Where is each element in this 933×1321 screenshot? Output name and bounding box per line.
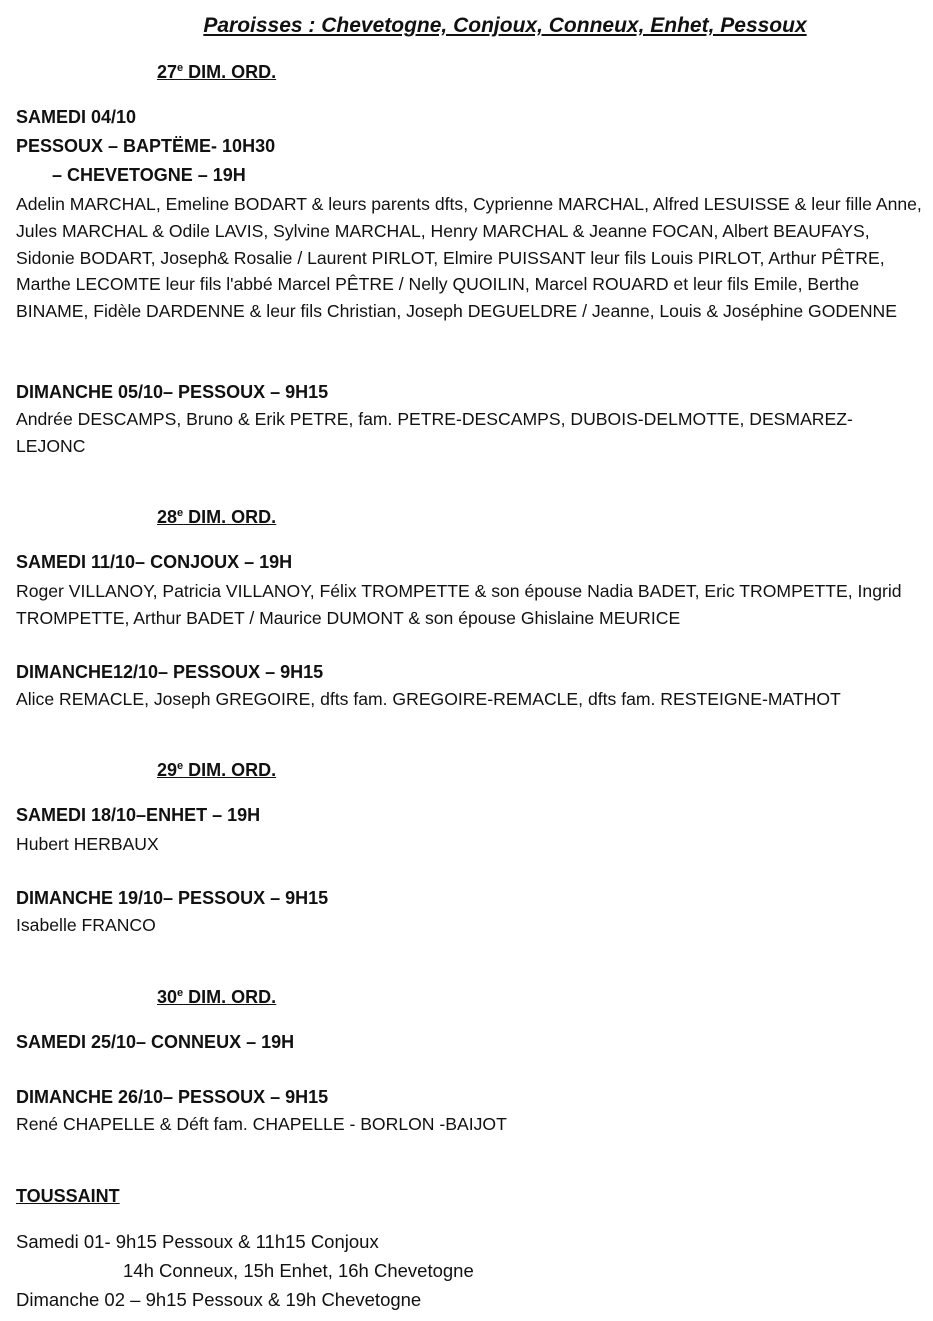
saturday-heading: SAMEDI 18/10–ENHET – 19H: [16, 805, 261, 825]
intention-names: Roger VILLANOY, Patricia VILLANOY, Félix TROMPETTE & son épouse Nadia BADET, Eric TROMPETTE, Ingrid TROMPETTE, Arthur BADET / Maurice DUMONT & son épouse Ghislaine MEURICE: [16, 581, 902, 628]
intention-names: Isabelle FRANCO: [16, 915, 156, 935]
chevetogne-mass-line: – CHEVETOGNE – 19H: [52, 165, 246, 185]
saturday-heading: SAMEDI 11/10– CONJOUX – 19H: [16, 552, 293, 572]
intention-names: Alice REMACLE, Joseph GREGOIRE, dfts fam. GREGOIRE-REMACLE, dfts fam. RESTEIGNE-MATHOT: [16, 689, 841, 709]
page-title: Paroisses : Chevetogne, Conjoux, Conneux, Enhet, Pessoux: [203, 14, 807, 37]
intention-names: Andrée DESCAMPS, Bruno & Erik PETRE, fam. PETRE-DESCAMPS, DUBOIS-DELMOTTE, DESMAREZ-LEJONC: [16, 409, 853, 456]
saturday-heading: SAMEDI 04/10: [16, 107, 137, 127]
sunday-heading: DIMANCHE 19/10– PESSOUX – 9H15: [16, 888, 329, 908]
intention-names: René CHAPELLE & Déft fam. CHAPELLE - BORLON -BAIJOT: [16, 1114, 507, 1134]
week-heading-29: 29e DIM. ORD.: [157, 760, 277, 780]
week-heading-27: 27e DIM. ORD.: [157, 62, 277, 82]
sunday-heading: DIMANCHE12/10– PESSOUX – 9H15: [16, 662, 324, 682]
saturday-heading: SAMEDI 25/10– CONNEUX – 19H: [16, 1032, 295, 1052]
toussaint-heading: TOUSSAINT: [16, 1186, 120, 1206]
sunday-heading: DIMANCHE 05/10– PESSOUX – 9H15: [16, 382, 329, 402]
intention-names: Hubert HERBAUX: [16, 834, 159, 854]
intention-names: Adelin MARCHAL, Emeline BODART & leurs parents dfts, Cyprienne MARCHAL, Alfred LESUISSE & leur fille Anne, Jules MARCHAL & Odile LAVIS, Sylvine MARCHAL, Henry MARCHAL & Jeanne FOCAN, Albert BEAUFAYS, Sidonie BODART, Joseph& Rosalie / Laurent PIRLOT, Elmire PUISSANT leur fils Louis PIRLOT, Arthur PÊTRE, Marthe LECOMTE leur fils l'abbé Marcel PÊTRE / Nelly QUOILIN, Marcel ROUARD et leur fils Emile, Berthe BINAME, Fidèle DARDENNE & leur fils Christian, Joseph DEGUELDRE / Jeanne, Louis & Joséphine GODENNE: [16, 194, 922, 322]
week-heading-28: 28e DIM. ORD.: [157, 507, 277, 527]
toussaint-sunday: Dimanche 02 – 9h15 Pessoux & 19h Chevetogne: [16, 1289, 422, 1310]
week-heading-30: 30e DIM. ORD.: [157, 987, 277, 1007]
baptism-line: PESSOUX – BAPTËME- 10H30: [16, 136, 276, 156]
toussaint-saturday: Samedi 01- 9h15 Pessoux & 11h15 Conjoux: [16, 1231, 379, 1252]
toussaint-saturday-cont: 14h Conneux, 15h Enhet, 16h Chevetogne: [123, 1260, 474, 1281]
sunday-heading: DIMANCHE 26/10– PESSOUX – 9H15: [16, 1087, 329, 1107]
